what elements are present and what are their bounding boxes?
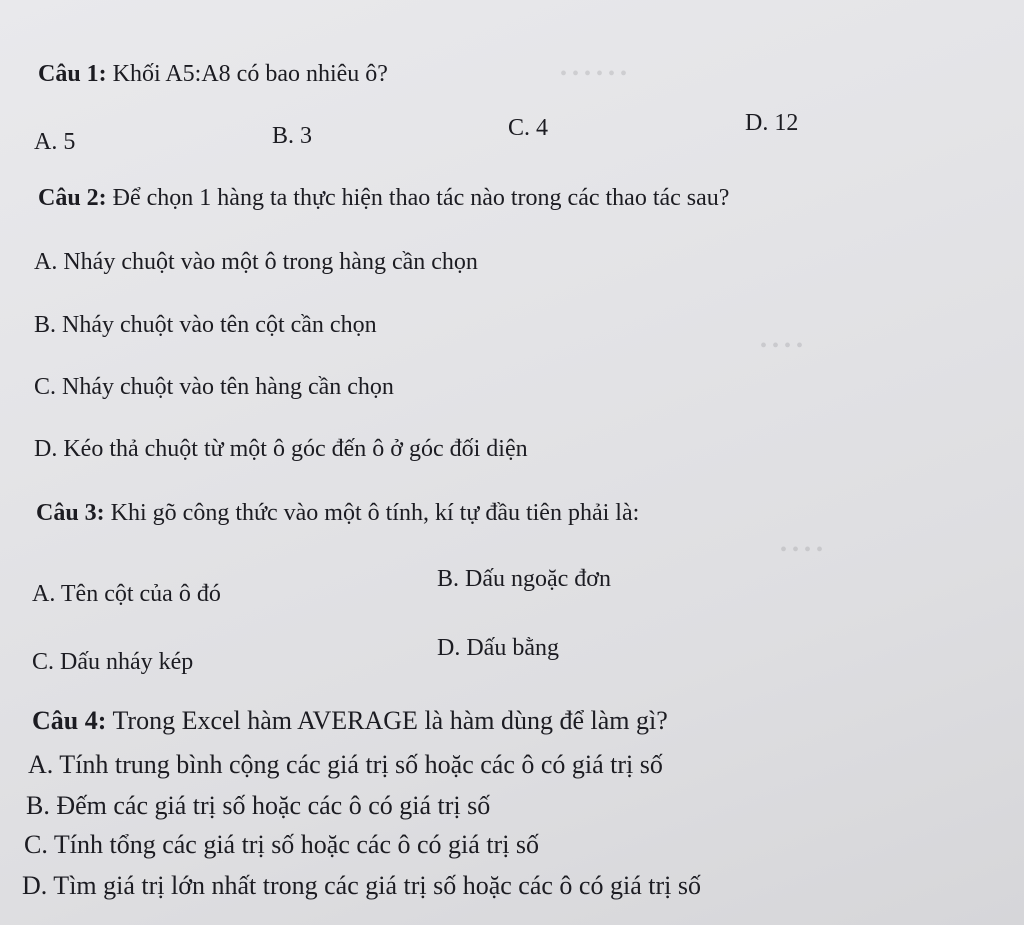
question-2-text: Để chọn 1 hàng ta thực hiện thao tác nào trong các thao tác sau?: [112, 185, 730, 211]
question-2-option-c: C. Nháy chuột vào tên hàng cần chọn: [34, 374, 394, 400]
question-3-label: Câu 3:: [36, 500, 105, 526]
question-2-option-a: A. Nháy chuột vào một ô trong hàng cần chọn: [34, 249, 478, 275]
question-1-option-b: B. 3: [272, 123, 313, 149]
bleed-through-text: • • • • • •: [560, 63, 628, 85]
question-1-text: Khối A5:A8 có bao nhiêu ô?: [112, 61, 388, 87]
bleed-through-text: • • • •: [760, 335, 804, 357]
question-1-option-d: D. 12: [745, 110, 799, 136]
question-1-label: Câu 1:: [38, 61, 107, 87]
question-4-option-b: B. Đếm các giá trị số hoặc các ô có giá trị số: [26, 791, 491, 820]
question-4-label: Câu 4:: [32, 706, 107, 735]
question-4: [32, 708, 668, 734]
question-3-option-b: B. Dấu ngoặc đơn: [437, 566, 611, 592]
question-1: [38, 62, 388, 86]
question-3-option-a: A. Tên cột của ô đó: [32, 581, 221, 607]
question-3-text: Khi gõ công thức vào một ô tính, kí tự đầu tiên phải là:: [110, 500, 640, 526]
question-3-option-c: C. Dấu nháy kép: [32, 649, 194, 675]
question-1-option-a: A. 5: [34, 129, 76, 155]
question-4-option-a: A. Tính trung bình cộng các giá trị số hoặc các ô có giá trị số: [28, 750, 663, 779]
question-2: [38, 186, 729, 210]
question-3: [36, 501, 639, 525]
question-4-option-c: C. Tính tổng các giá trị số hoặc các ô có giá trị số: [24, 830, 540, 859]
question-1-option-c: C. 4: [508, 115, 549, 141]
question-2-label: Câu 2:: [38, 185, 107, 211]
question-3-option-d: D. Dấu bằng: [437, 635, 559, 661]
question-2-option-b: B. Nháy chuột vào tên cột cần chọn: [34, 312, 377, 338]
question-4-text: Trong Excel hàm AVERAGE là hàm dùng để làm gì?: [112, 706, 668, 735]
bleed-through-text: • • • •: [780, 539, 824, 561]
question-2-option-d: D. Kéo thả chuột từ một ô góc đến ô ở góc đối diện: [34, 436, 528, 462]
question-4-option-d: D. Tìm giá trị lớn nhất trong các giá trị số hoặc các ô có giá trị số: [22, 871, 701, 900]
